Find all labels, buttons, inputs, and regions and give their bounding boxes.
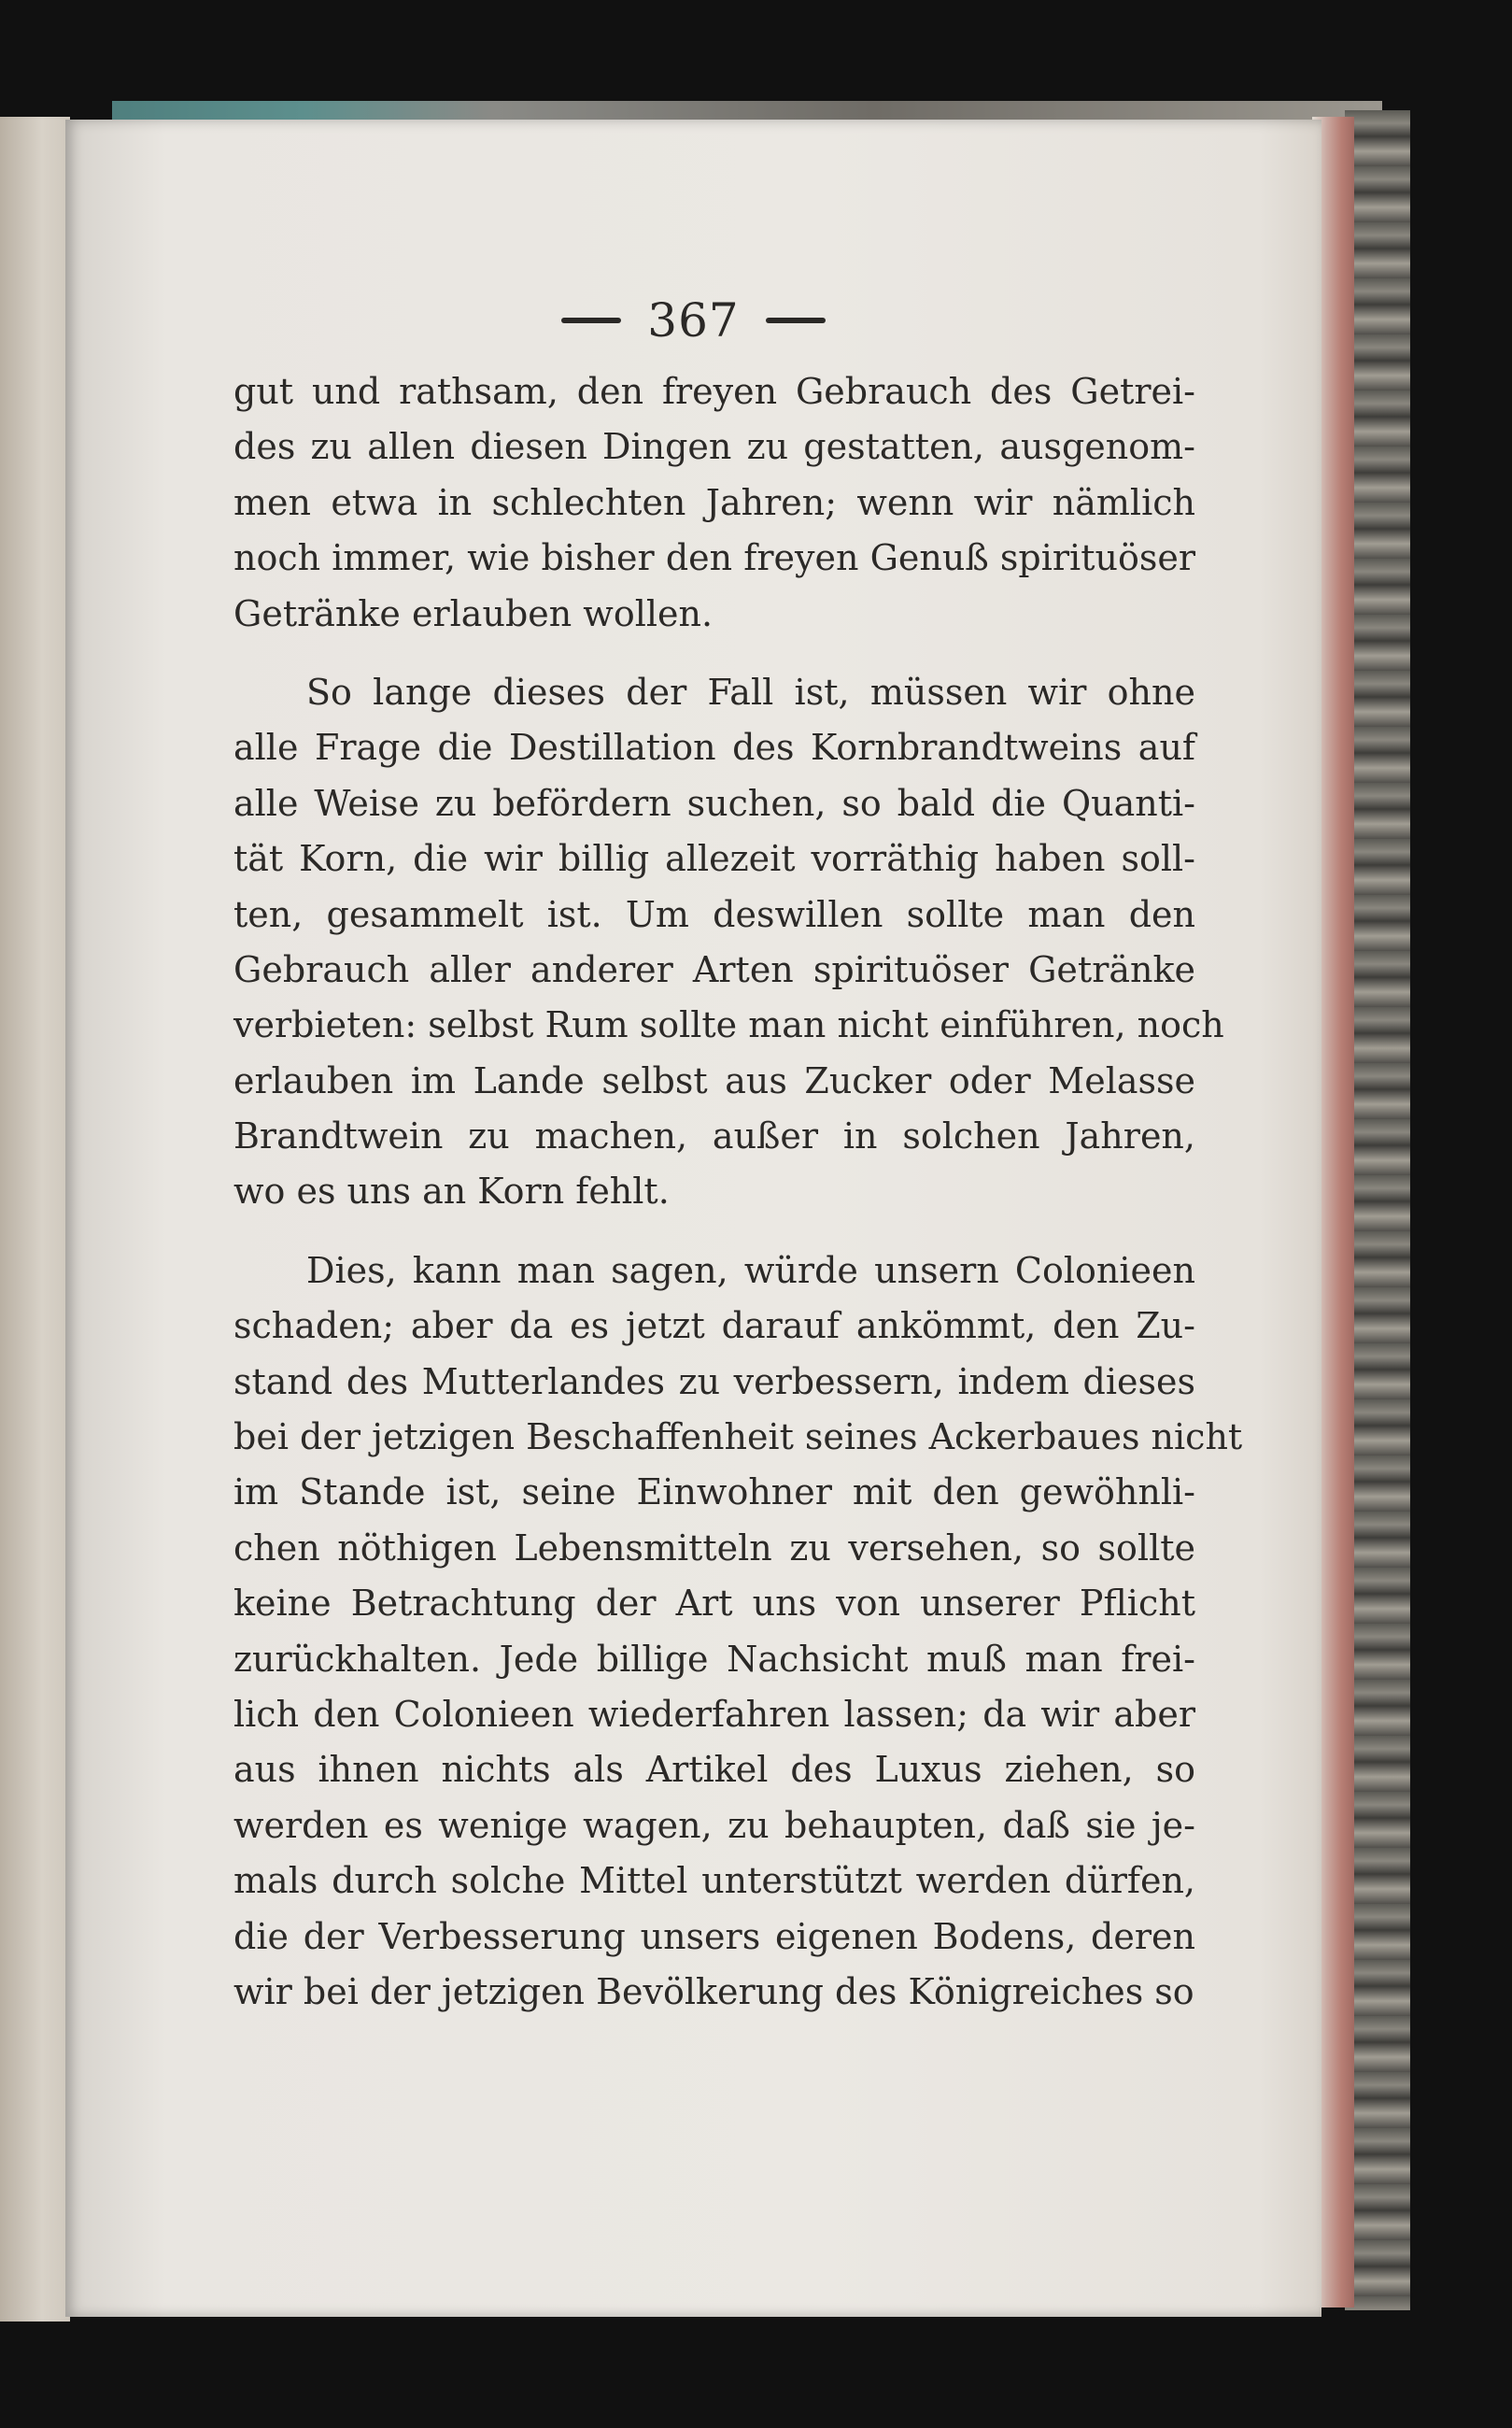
paragraph-gap bbox=[233, 1220, 1195, 1243]
text-line: men etwa in schlechten Jahren; wenn wir nämlich bbox=[233, 481, 1195, 523]
book-cover-edge bbox=[1345, 110, 1410, 2310]
text-line: noch immer, wie bisher den freyen Genuß spirituöser bbox=[233, 537, 1195, 579]
text-line: alle Weise zu befördern suchen, so bald die Quanti- bbox=[233, 782, 1195, 824]
text-line: chen nöthigen Lebensmitteln zu versehen, so sollte bbox=[233, 1526, 1195, 1569]
text-line: tät Korn, die wir billig allezeit vorräthig haben soll- bbox=[233, 838, 1195, 880]
facing-page-edge bbox=[0, 117, 70, 2322]
paragraph bbox=[233, 665, 1224, 1220]
text-line: verbieten: selbst Rum sollte man nicht einführen, noch bbox=[233, 1004, 1224, 1046]
text-line: Brandtwein zu machen, außer in solchen Jahren, bbox=[233, 1115, 1195, 1157]
page-header bbox=[65, 278, 1321, 362]
text-line: keine Betrachtung der Art uns von unserer Pflicht bbox=[233, 1583, 1195, 1625]
text-line: werden es wenige wagen, zu behaupten, daß sie je- bbox=[233, 1804, 1195, 1846]
book-page bbox=[65, 120, 1321, 2317]
header-dash-left bbox=[561, 318, 621, 323]
text-line: erlauben im Lande selbst aus Zucker oder Melasse bbox=[233, 1059, 1195, 1101]
text-line: bei der jetzigen Beschaffenheit seines Ackerbaues nicht bbox=[233, 1416, 1243, 1458]
text-line: aus ihnen nichts als Artikel des Luxus ziehen, so bbox=[233, 1749, 1195, 1791]
text-line: Getränke erlauben wollen. bbox=[233, 592, 714, 634]
paragraph-gap bbox=[233, 642, 1195, 665]
text-line: im Stande ist, seine Einwohner mit den gewöhnli- bbox=[233, 1471, 1195, 1513]
text-line: Dies, kann man sagen, würde unsern Colonieen bbox=[306, 1249, 1195, 1291]
text-line: des zu allen diesen Dingen zu gestatten, ausgenom- bbox=[233, 426, 1195, 468]
paragraph bbox=[233, 1243, 1243, 2020]
text-line: mals durch solche Mittel unterstützt werden dürfen, bbox=[233, 1860, 1195, 1902]
text-line: die der Verbesserung unsers eigenen Bodens, deren bbox=[233, 1915, 1195, 1957]
text-line: zurückhalten. Jede billige Nachsicht muß man frei- bbox=[233, 1638, 1195, 1680]
text-line: ten, gesammelt ist. Um deswillen sollte man den bbox=[233, 893, 1195, 935]
text-line: wo es uns an Korn fehlt. bbox=[233, 1171, 670, 1213]
text-line: lich den Colonieen wiederfahren lassen; da wir aber bbox=[233, 1693, 1195, 1735]
text-line: So lange dieses der Fall ist, müssen wir ohne bbox=[306, 671, 1195, 713]
paragraph bbox=[233, 364, 1195, 642]
text-line: Gebrauch aller anderer Arten spirituöser Getränke bbox=[233, 948, 1195, 990]
text-line: wir bei der jetzigen Bevölkerung des Königreiches so bbox=[233, 1970, 1194, 2012]
text-line: schaden; aber da es jetzt darauf ankömmt, den Zu- bbox=[233, 1305, 1195, 1347]
body-text bbox=[233, 364, 1243, 2020]
text-line: alle Frage die Destillation des Kornbrandtweins auf bbox=[233, 727, 1195, 769]
text-line: gut und rathsam, den freyen Gebrauch des Getrei- bbox=[233, 371, 1195, 412]
header-dash-right bbox=[766, 318, 826, 323]
text-line: stand des Mutterlandes zu verbessern, indem dieses bbox=[233, 1360, 1195, 1402]
page-number: 367 bbox=[647, 293, 740, 348]
